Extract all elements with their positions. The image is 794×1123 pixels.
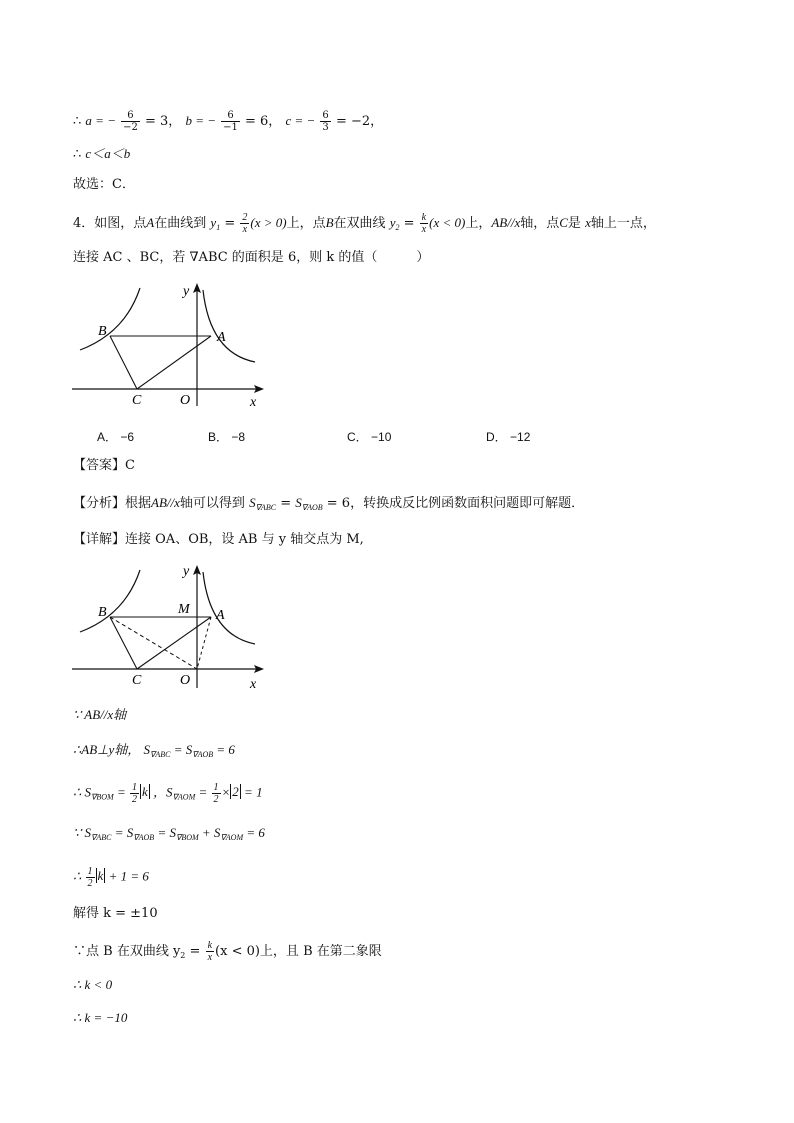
- y1: [210, 215, 220, 230]
- s-value: = 6: [216, 742, 235, 757]
- num: 1: [132, 782, 137, 793]
- label-b: B: [98, 324, 107, 339]
- therefore-symbol: ∴: [73, 147, 82, 162]
- label-a: A: [217, 330, 226, 345]
- den: 2: [213, 794, 219, 805]
- k-over-x-fraction: [206, 940, 214, 963]
- curve-right: [203, 572, 255, 644]
- b-denominator: −1: [223, 122, 238, 133]
- label-y: y: [183, 284, 190, 299]
- therefore-symbol: ∴: [73, 114, 82, 129]
- c-lhs: c = −: [285, 113, 316, 128]
- s-symbol: + S: [201, 825, 221, 840]
- figure-2: [70, 560, 270, 692]
- s2-text: ∴AB⊥y轴，: [73, 742, 141, 757]
- s-symbol: ∴ S: [73, 784, 92, 800]
- a-denominator: −2: [123, 122, 138, 133]
- label-a: A: [216, 608, 225, 623]
- s7-text: ∵点 B 在双曲线 y: [73, 944, 181, 959]
- s-value: + 1 = 6: [108, 868, 149, 884]
- label-c: C: [132, 393, 142, 408]
- equals: =: [198, 784, 208, 800]
- label-x: x: [250, 677, 257, 692]
- detail-tag: 【详解】: [73, 532, 126, 547]
- label-b: B: [98, 605, 107, 620]
- label-c: C: [132, 673, 142, 688]
- a-text: ，转换成反比例函数面积问题即可解题．: [350, 496, 585, 511]
- order-relation: c＜a＜b: [85, 146, 131, 161]
- question-line-1: [73, 212, 656, 236]
- a-lhs: a = −: [85, 113, 116, 128]
- s-symbol: ∵ S: [73, 825, 92, 840]
- question-number: 4．: [73, 216, 95, 231]
- option-label: D．: [486, 430, 507, 444]
- s-symbol: ，S: [153, 784, 173, 800]
- f2-num: k: [421, 212, 427, 223]
- curve-left: [80, 288, 140, 350]
- step-4: [73, 825, 265, 846]
- question-line-2: 连接 AC 、BC，若 ∇ABC 的面积是 6，则 k 的值（ ）: [73, 250, 430, 265]
- q-text: 是: [567, 216, 581, 231]
- ab-parallel: AB//x: [491, 215, 521, 230]
- cond2: (x < 0): [429, 215, 466, 230]
- s-sub: ∇ABC: [255, 503, 277, 512]
- c-fraction: [320, 110, 330, 133]
- q-text: 在曲线到: [154, 216, 207, 231]
- a-numerator: 6: [127, 110, 134, 121]
- step-7: [73, 940, 382, 964]
- half-fraction: [130, 782, 139, 805]
- s-sub: ∇AOM: [172, 792, 196, 802]
- label-o: O: [180, 393, 191, 408]
- option-label: A．: [97, 430, 118, 444]
- q-text: 上，点: [286, 216, 326, 231]
- step-5: [73, 866, 149, 889]
- analysis-tag: 【分析】: [73, 496, 126, 511]
- den: 2: [87, 878, 93, 889]
- answer-tag: 【答案】: [73, 458, 126, 473]
- label-y: y: [183, 564, 190, 579]
- s-symbol: = S: [173, 742, 193, 757]
- x-letter: x: [585, 215, 591, 230]
- option-a[interactable]: [97, 428, 134, 445]
- s-symbol: S: [295, 495, 302, 510]
- cond1: (x > 0): [250, 215, 287, 230]
- equals: =: [224, 216, 236, 231]
- segment-ca: [137, 336, 211, 389]
- analysis-line: [73, 495, 584, 516]
- s7-text: (x < 0)上，且 B 在第二象限: [215, 944, 382, 959]
- half-fraction: [86, 866, 95, 889]
- answer-value: C: [125, 458, 135, 473]
- c-value: = −2，: [335, 114, 384, 129]
- y2-sub: 2: [395, 223, 400, 232]
- s-sub: ∇AOM: [220, 833, 244, 842]
- segment-bc: [110, 336, 137, 389]
- line-abc-values: [73, 110, 383, 133]
- q-text: 如图，点: [94, 216, 147, 231]
- option-value: −8: [231, 430, 246, 444]
- f2-fraction: [420, 212, 428, 235]
- f2-den: x: [421, 224, 427, 235]
- label-o: O: [180, 673, 191, 688]
- b-numerator: 6: [227, 110, 234, 121]
- c-numerator: 6: [322, 110, 329, 121]
- figure-1: [70, 278, 270, 408]
- den: 2: [132, 794, 137, 805]
- q-text: 在双曲线: [333, 216, 386, 231]
- step-3: [73, 782, 263, 805]
- a-text: 轴可以得到: [179, 496, 245, 511]
- num: 1: [87, 866, 93, 877]
- y2-letter: y: [389, 215, 396, 230]
- b-lhs: b = −: [185, 113, 216, 128]
- point-b: B: [325, 215, 334, 230]
- s-value: = 1: [244, 784, 263, 800]
- a-value: = 3，: [145, 114, 182, 129]
- point-a: A: [146, 215, 155, 230]
- times: ×: [221, 784, 231, 800]
- detail-text: 连接 OA、OB，设 AB 与 y 轴交点为 M,: [125, 532, 364, 547]
- q-text: 轴，点: [520, 216, 560, 231]
- den: x: [207, 952, 213, 963]
- num: k: [207, 940, 213, 951]
- label-m: M: [178, 602, 190, 617]
- b-value: = 6，: [245, 114, 282, 129]
- s-sub: ∇ABC: [91, 833, 112, 842]
- option-b[interactable]: [208, 428, 245, 445]
- option-c[interactable]: [347, 428, 391, 445]
- ab-parallel: AB//x: [151, 495, 180, 510]
- equals: =: [403, 216, 415, 231]
- s-sub: ∇AOB: [133, 833, 155, 842]
- f1-num: 2: [242, 212, 248, 223]
- s-sub: ∇AOB: [301, 503, 323, 512]
- step-2: [73, 742, 235, 763]
- s-symbol: = S: [114, 825, 134, 840]
- equals: =: [189, 944, 201, 959]
- s-symbol: = S: [157, 825, 176, 840]
- therefore-symbol: ∴: [73, 868, 82, 884]
- line-order: [73, 146, 130, 163]
- a-fraction: [121, 110, 140, 133]
- c-denominator: 3: [322, 122, 329, 133]
- option-label: B．: [208, 430, 229, 444]
- answer-line: [73, 458, 135, 474]
- num: 1: [213, 782, 219, 793]
- option-value: −10: [371, 430, 392, 444]
- step-8: ∴ k < 0: [73, 977, 113, 992]
- q-text: 轴上一点，: [590, 216, 656, 231]
- s-sub: ∇AOB: [192, 750, 214, 759]
- s-symbol: S: [249, 495, 256, 510]
- step-6: 解得 k = ±10: [73, 906, 158, 921]
- s-value: = 6: [246, 825, 265, 840]
- q-text: 上，: [465, 216, 492, 231]
- curve-right: [203, 290, 255, 362]
- step-9: ∴ k = −10: [73, 1010, 128, 1025]
- y2: [390, 215, 400, 230]
- label-x: x: [250, 395, 257, 408]
- f1-fraction: [240, 212, 249, 235]
- half-fraction: [212, 782, 221, 805]
- abs-two: 2: [232, 784, 239, 800]
- equals: =: [280, 496, 292, 511]
- abs-k: k: [142, 784, 148, 800]
- y1-letter: y: [210, 215, 217, 230]
- s-sub: ∇BOM: [175, 833, 199, 842]
- detail-line: [73, 532, 364, 548]
- s-value: = 6: [326, 496, 351, 511]
- y1-sub: 1: [216, 223, 221, 232]
- b-fraction: [221, 110, 240, 133]
- option-d[interactable]: [486, 428, 530, 445]
- line-choose: 故选：C．: [73, 177, 135, 192]
- curve-left: [80, 570, 140, 632]
- option-label: C．: [347, 430, 368, 444]
- segment-ca: [137, 617, 211, 669]
- option-value: −6: [120, 430, 135, 444]
- a-text: 根据: [125, 496, 152, 511]
- s-sub: 2: [180, 951, 186, 960]
- s-symbol: S: [143, 742, 150, 757]
- abs-k: k: [97, 868, 104, 884]
- s-sub: ∇BOM: [91, 792, 114, 802]
- f1-den: x: [240, 223, 249, 235]
- point-c: C: [559, 215, 568, 230]
- s-sub: ∇ABC: [150, 750, 171, 759]
- equals: =: [116, 784, 126, 800]
- step-1: ∵ AB//x轴: [73, 707, 127, 722]
- option-value: −12: [510, 430, 531, 444]
